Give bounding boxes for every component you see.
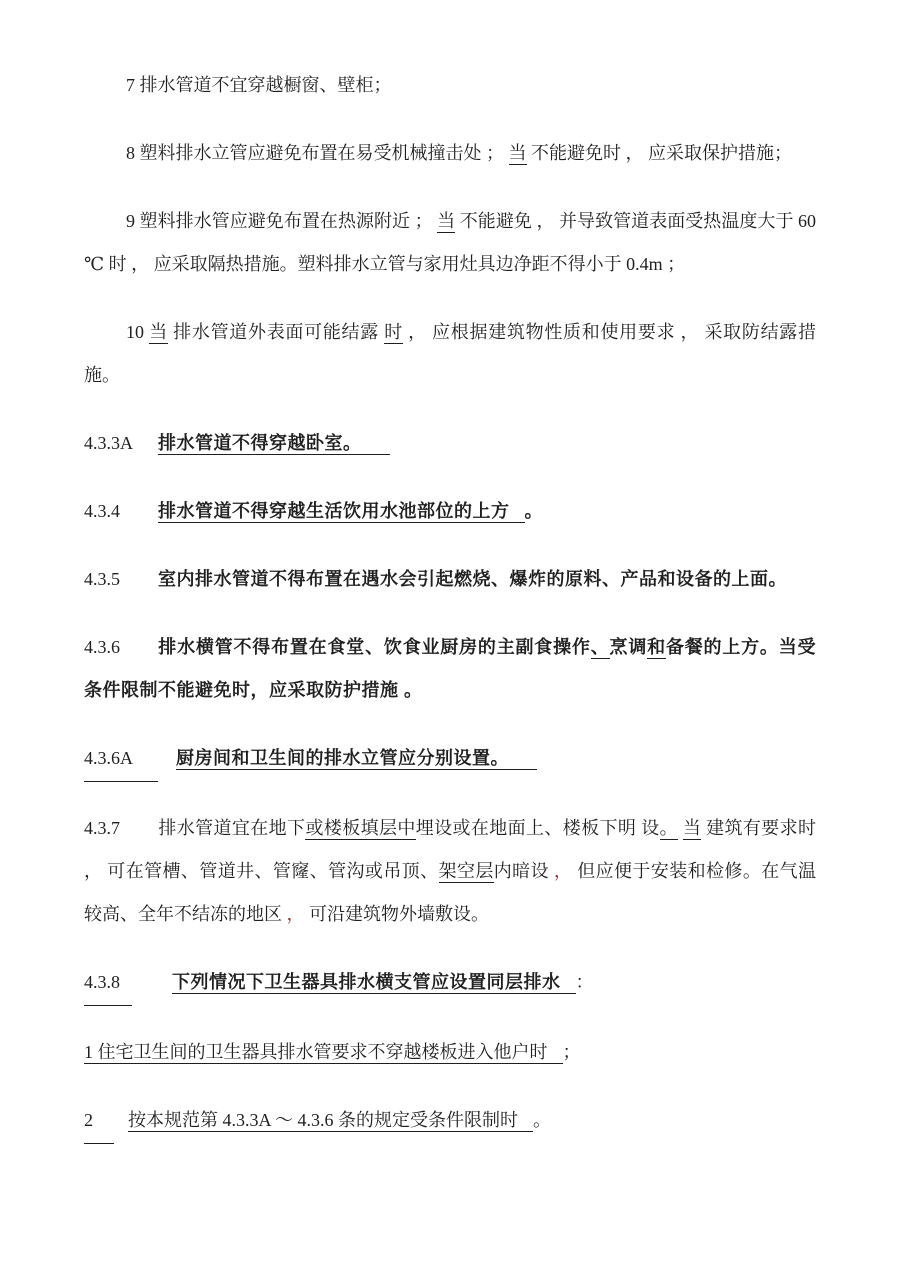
underlined-run: 1 住宅卫生间的卫生器具排水管要求不穿越楼板进入他户时	[84, 1042, 563, 1064]
bold-underlined-run: 下列情况下卫生器具排水横支管应设置同层排水	[172, 972, 576, 994]
underlined-run: 时	[384, 322, 403, 342]
underlined-run: 当	[149, 322, 168, 342]
bold-underlined-run: 排水管道不得穿越卧室。	[158, 433, 390, 455]
bold-underlined-run: 、	[590, 637, 610, 657]
underlined-run: 或楼板填层中	[305, 818, 416, 838]
clause-item-10	[84, 311, 816, 397]
clause-item-8	[84, 132, 816, 175]
clause-number: 4.3.5	[84, 569, 120, 589]
underlined-clause-number: 4.3.8	[84, 961, 132, 1006]
text-run: 排水管道宜在地下	[158, 818, 306, 838]
clause-4-3-4	[84, 490, 816, 533]
text-run: 9 塑料排水管应避免布置在热源附近 ；	[126, 211, 438, 231]
clause-4-3-3a	[84, 422, 816, 465]
text-run: 不能避免时 ， 应采取保护措施；	[526, 143, 792, 163]
bold-run: 排水横管不得布置在食堂、饮食业厨房的主副食操作	[158, 637, 591, 657]
underlined-run: 当	[437, 211, 456, 231]
bold-underlined-run: 和	[647, 637, 666, 657]
clause-item-9	[84, 200, 816, 286]
bold-run: 备餐的上方。当受条件限制不能避免时，应采取防护措施 。	[84, 637, 817, 700]
underlined-run: 架空层	[438, 861, 494, 881]
text-run: 排水管道外表面可能结露	[167, 322, 385, 342]
text-run: 8 塑料排水立管应避免布置在易受机械撞击处 ；	[126, 143, 509, 163]
bold-run: 。	[524, 501, 543, 521]
text-run: 埋设或在地面上、楼板下明 设	[415, 818, 660, 838]
clause-item-7	[84, 64, 816, 107]
text-run: 不能避免 ， 并导致管道表面受热温度大于 60 ℃ 时 ， 应采取隔热措施。塑料排水立管与家用灶具边净距不得小于 0.4m ；	[84, 211, 817, 274]
text-run: 10	[126, 322, 150, 342]
text-run: 7 排水管道不宜穿越橱窗、壁柜；	[126, 75, 392, 95]
clause-4-3-7	[84, 807, 816, 936]
text-run: 但应便于安装和检修。在气温较高、全年不结冻的地区	[84, 861, 817, 924]
clause-4-3-6	[84, 626, 816, 712]
clause-number: 4.3.4	[84, 501, 120, 521]
red-comma: ，	[286, 904, 305, 924]
text-run: 可沿建筑物外墙敷设。	[304, 904, 489, 924]
underlined-run: 按本规范第 4.3.3A ～ 4.3.6 条的规定受条件限制时	[128, 1110, 533, 1132]
bold-underlined-run: 排水管道不得穿越生活饮用水池部位的上方	[158, 501, 525, 523]
clause-sub-item-2	[84, 1099, 816, 1144]
clause-sub-item-1	[84, 1031, 816, 1074]
clause-4-3-6a	[84, 737, 816, 782]
clause-number: 4.3.7	[84, 818, 120, 838]
text-run: ：	[575, 972, 594, 992]
bold-run: 室内排水管道不得布置在遇水会引起燃烧、爆炸的原料、产品和设备的上面。	[158, 569, 787, 589]
text-run: 建筑有要求时 ， 可在管槽、管道井、管窿、管沟或吊顶、	[84, 818, 817, 881]
clause-number: 4.3.3A	[84, 433, 133, 453]
underlined-run: 。	[659, 818, 678, 838]
bold-underlined-run: 厨房间和卫生间的排水立管应分别设置。	[176, 748, 537, 770]
text-run: 内暗设	[493, 861, 554, 881]
underlined-clause-number: 4.3.6A	[84, 737, 158, 782]
red-comma: ，	[553, 861, 573, 881]
text-run: ；	[562, 1042, 581, 1062]
text-run: ， 应根据建筑物性质和使用要求 ， 采取防结露措施。	[84, 322, 817, 385]
clause-number: 4.3.6	[84, 637, 120, 657]
clause-4-3-8	[84, 961, 816, 1006]
underlined-run: 当	[508, 143, 527, 163]
bold-run: 烹调	[609, 637, 648, 657]
clause-4-3-5	[84, 558, 816, 601]
underlined-run: 当	[682, 818, 702, 838]
text-run: 。	[533, 1110, 552, 1130]
underlined-clause-number: 2	[84, 1099, 114, 1144]
